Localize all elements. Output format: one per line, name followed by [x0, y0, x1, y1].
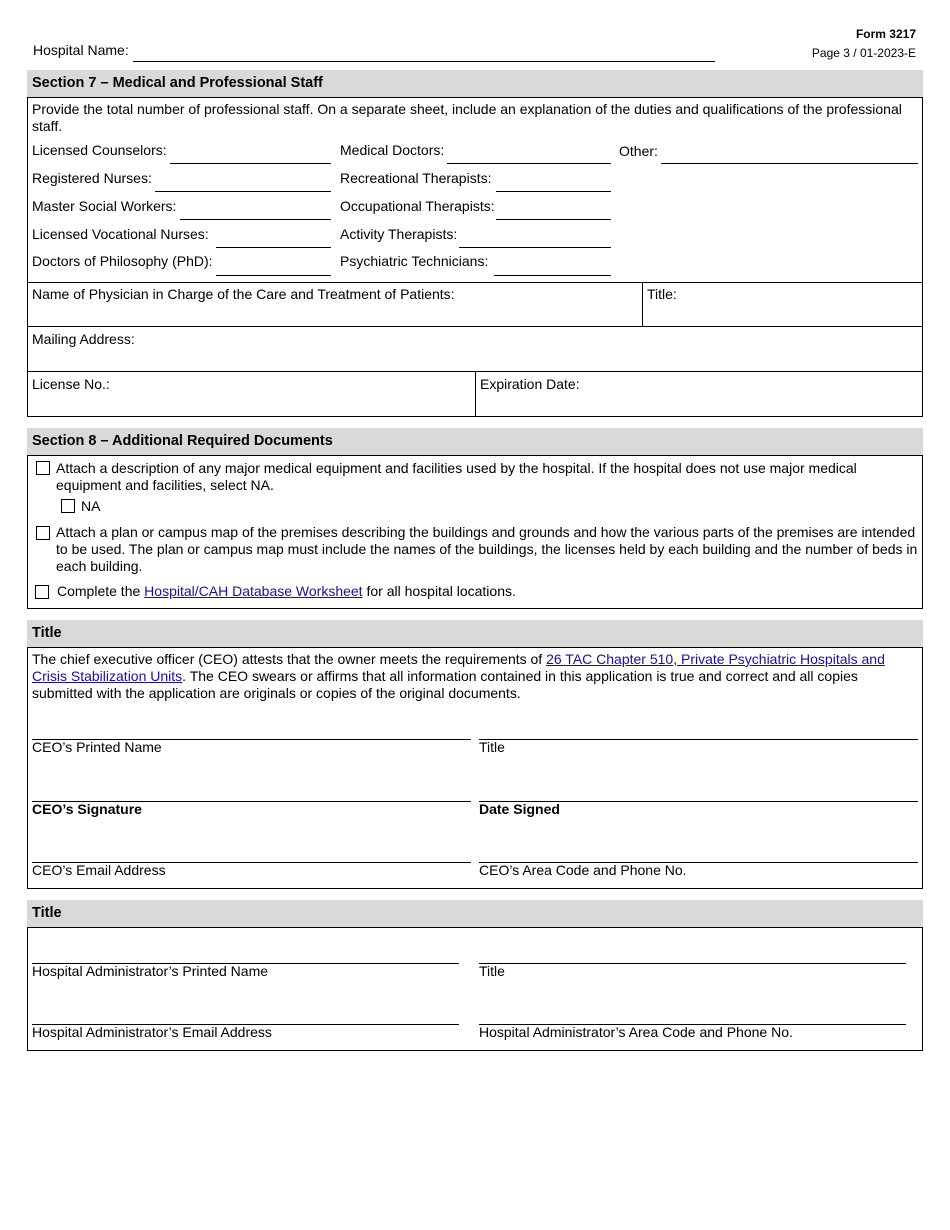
label-expiration-date: Expiration Date:	[480, 376, 580, 392]
equipment-text: Attach a description of any major medical equipment and facilities used by the hospital. If the hospital does not use major medical equipment and facilities, select NA.	[56, 460, 857, 493]
admin-title-field[interactable]	[479, 963, 906, 964]
label-registered-nurses: Registered Nurses:	[32, 170, 152, 186]
label-activity-therapists: Activity Therapists:	[340, 226, 458, 242]
ceo-printed-name-label: CEO’s Printed Name	[32, 739, 162, 755]
label-master-social-workers: Master Social Workers:	[32, 198, 177, 214]
tac-chapter-link[interactable]: 26 TAC Chapter 510, Private Psychiatric Hospitals and Crisis Stabilization Units	[32, 651, 885, 684]
label-license-no: License No.:	[32, 376, 110, 392]
ceo-signature-label: CEO’s Signature	[32, 801, 142, 817]
label-other: Other:	[619, 143, 658, 159]
attestation-text-pre: The chief executive officer (CEO) attests that the owner meets the requirements of	[32, 651, 547, 667]
attestation-text	[32, 651, 918, 702]
label-physician-title: Title:	[647, 286, 677, 302]
worksheet-checkbox[interactable]	[35, 585, 49, 599]
divider	[642, 282, 643, 326]
worksheet-text	[57, 583, 917, 600]
na-checkbox[interactable]	[61, 499, 75, 513]
campus-map-checkbox[interactable]	[36, 526, 50, 540]
recreational-therapists-field[interactable]	[496, 191, 611, 192]
hospital-name-label: Hospital Name:	[33, 42, 129, 58]
date-signed-label: Date Signed	[479, 801, 560, 817]
admin-phone-label: Hospital Administrator’s Area Code and Phone No.	[479, 1024, 793, 1040]
label-recreational-therapists: Recreational Therapists:	[340, 170, 492, 186]
licensed-vocational-nurses-field[interactable]	[216, 247, 331, 248]
admin-title-label: Title	[479, 963, 505, 979]
label-licensed-counselors: Licensed Counselors:	[32, 142, 167, 158]
section-9-header: Title	[27, 620, 923, 648]
hospital-name-field[interactable]	[133, 61, 715, 62]
master-social-workers-field[interactable]	[180, 219, 331, 220]
admin-email-label: Hospital Administrator’s Email Address	[32, 1024, 272, 1040]
section-7-intro: Provide the total number of professional staff. On a separate sheet, include an explanation of the duties and qualifications of the professional staff.	[32, 101, 902, 134]
ceo-title-label: Title	[479, 739, 505, 755]
other-field[interactable]	[661, 163, 918, 164]
ceo-title-field[interactable]	[479, 739, 918, 740]
section-7-header: Section 7 – Medical and Professional Staff	[27, 70, 923, 98]
ceo-phone-label: CEO’s Area Code and Phone No.	[479, 862, 687, 878]
equipment-checkbox[interactable]	[36, 461, 50, 475]
divider	[27, 326, 923, 327]
na-label: NA	[81, 498, 101, 514]
ceo-email-label: CEO’s Email Address	[32, 862, 166, 878]
page-number: Page 3 / 01-2023-E	[811, 46, 916, 60]
label-mailing-address: Mailing Address:	[32, 331, 135, 347]
worksheet-text-post: for all hospital locations.	[362, 583, 516, 599]
section-8-header: Section 8 – Additional Required Documents	[27, 428, 923, 456]
attestation-text-post: . The CEO swears or affirms that all information contained in this application is true and correct and all copies submitted with the application are originals or copies of the original documents.	[32, 668, 858, 701]
occupational-therapists-field[interactable]	[496, 219, 611, 220]
registered-nurses-field[interactable]	[155, 191, 331, 192]
form-number: Form 3217	[855, 27, 916, 41]
label-licensed-vocational-nurses: Licensed Vocational Nurses:	[32, 226, 209, 242]
database-worksheet-link[interactable]: Hospital/CAH Database Worksheet	[144, 583, 363, 599]
campus-map-text: Attach a plan or campus map of the premises describing the buildings and grounds and how the various parts of the premises are intended to be used. The plan or campus map must include the names of the buildings, the licenses held by each building and the number of beds in each building.	[56, 524, 918, 574]
label-medical-doctors: Medical Doctors:	[340, 142, 445, 158]
licensed-counselors-field[interactable]	[170, 163, 331, 164]
label-phd: Doctors of Philosophy (PhD):	[32, 253, 213, 269]
worksheet-text-pre: Complete the	[57, 583, 145, 599]
divider	[475, 371, 476, 416]
admin-printed-name-label: Hospital Administrator’s Printed Name	[32, 963, 269, 979]
divider	[27, 282, 923, 283]
activity-therapists-field[interactable]	[459, 247, 611, 248]
label-occupational-therapists: Occupational Therapists:	[340, 198, 495, 214]
section-10-header: Title	[27, 900, 923, 928]
phd-field[interactable]	[216, 275, 331, 276]
label-psychiatric-technicians: Psychiatric Technicians:	[340, 253, 489, 269]
label-physician-in-charge: Name of Physician in Charge of the Care and Treatment of Patients:	[32, 286, 455, 302]
psychiatric-technicians-field[interactable]	[494, 275, 611, 276]
medical-doctors-field[interactable]	[447, 163, 611, 164]
